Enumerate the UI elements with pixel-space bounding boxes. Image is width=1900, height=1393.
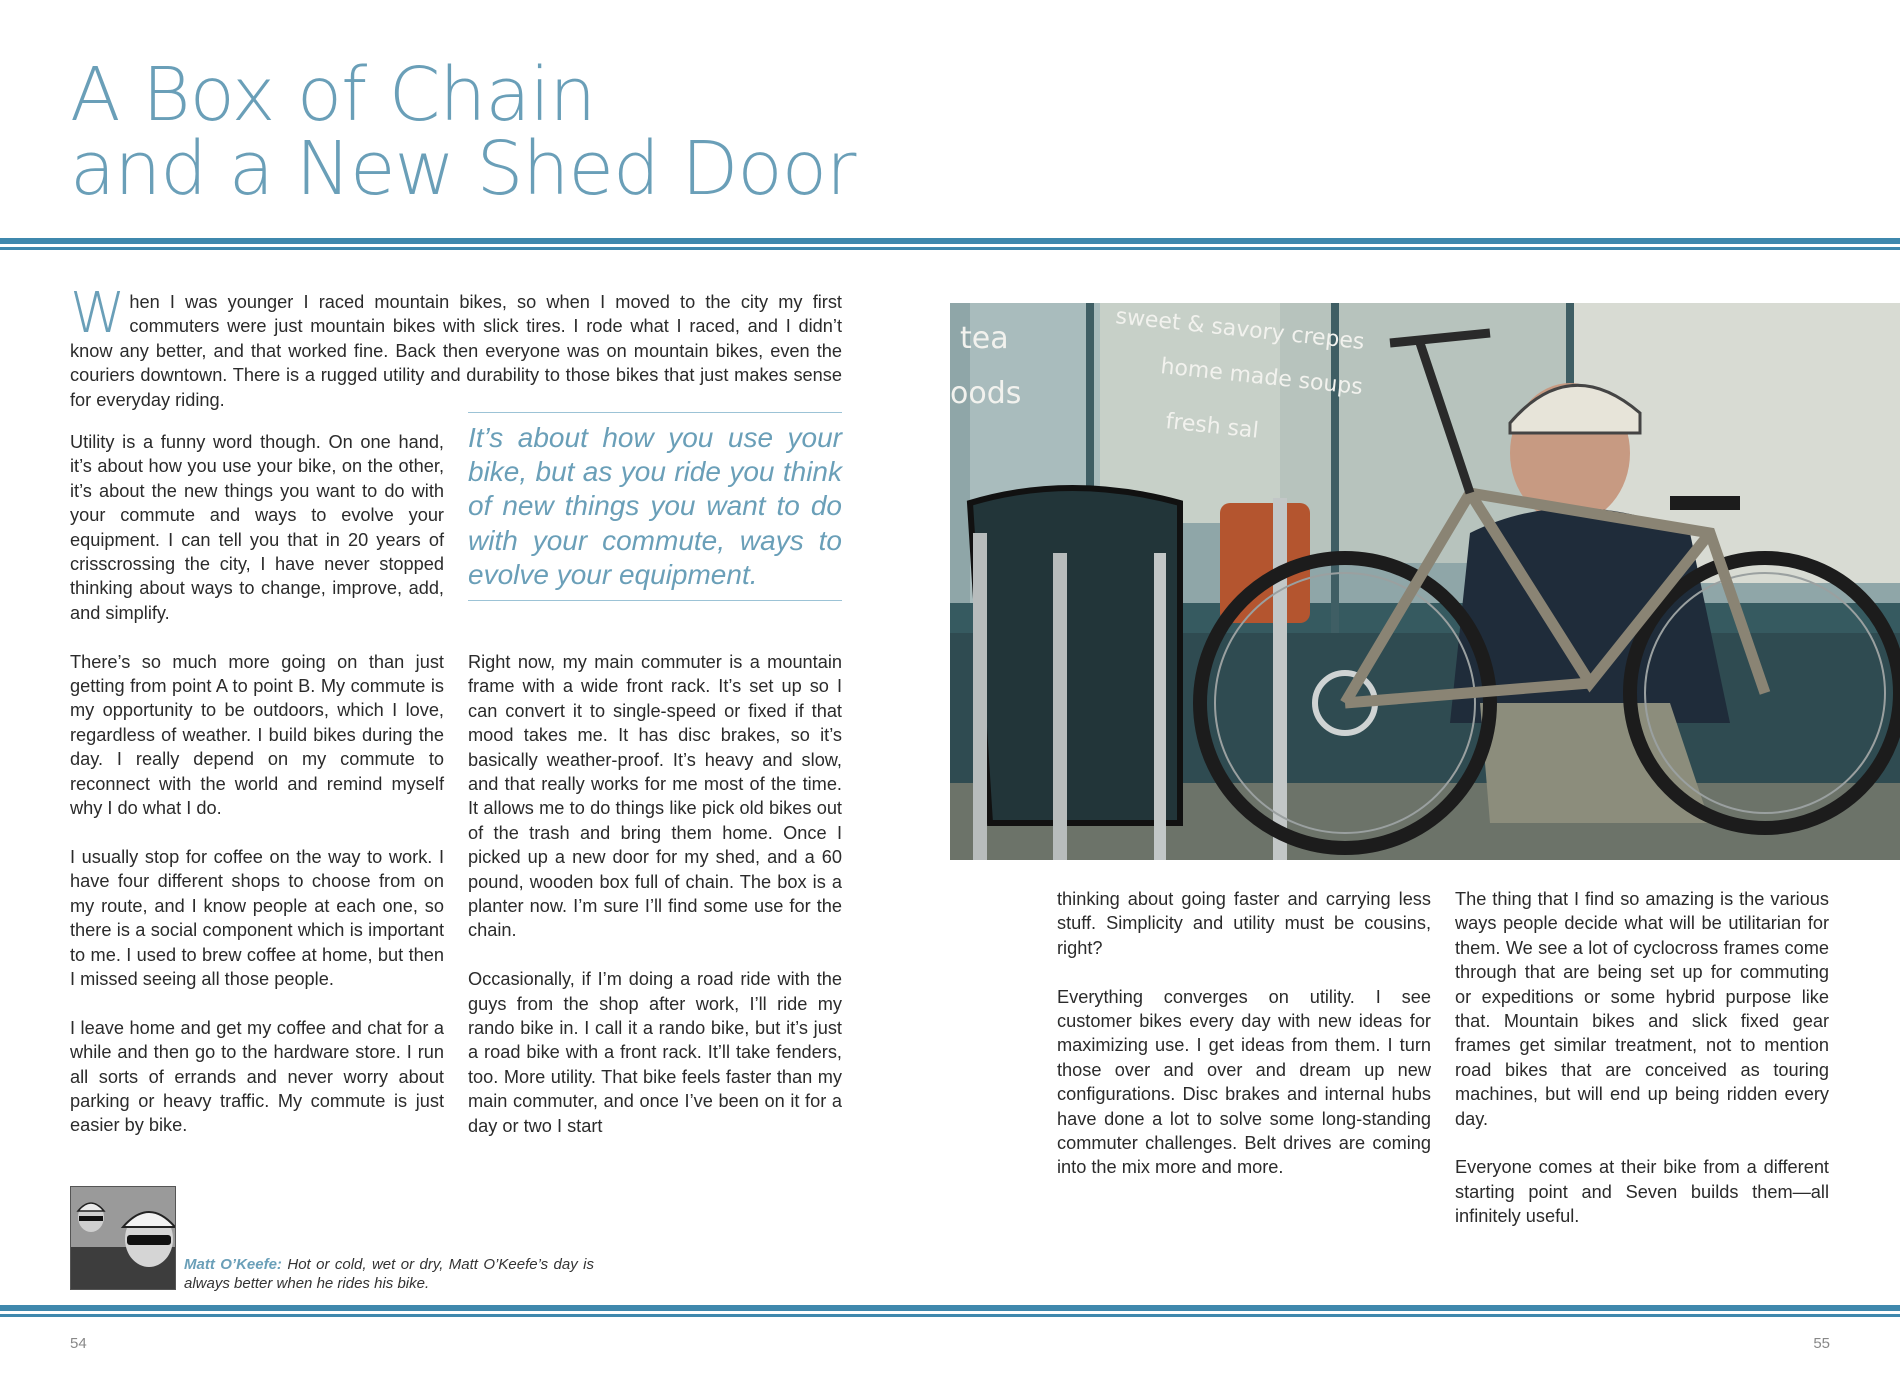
paragraph: thinking about going faster and carrying less stuff. Simplicity and utility must be cousins, right?: [1057, 889, 1431, 958]
paragraph: Occasionally, if I’m doing a road ride with the guys from the shop after work, I’ll ride my rando bike in. I call it a rando bike, but it’s just a road bike with a front rack. It’ll take fenders, too. More utility. That bike feels faster than my main commuter, and once I’ve been on it for a day or two I start: [468, 969, 842, 1136]
sign-tea: tea: [960, 321, 1009, 356]
sign-foods: oods: [950, 376, 1022, 411]
paragraph: The thing that I find so amazing is the various ways people decide what will be utilitarian for them. We see a lot of cyclocross frames come through that are being set up for commuting or expeditions or some hybrid purpose like that. Mountain bikes and slick fixed gear frames get similar treatment, not to mention road bikes that are conceived as touring machines, but will end up being ridden every day.: [1455, 889, 1829, 1129]
sign-soups: home made soups: [1159, 354, 1364, 401]
author-bio: [184, 1255, 594, 1293]
author-photo-illustration: [71, 1187, 175, 1289]
top-rule: [0, 238, 1900, 244]
column-3: [1057, 887, 1431, 1204]
paragraph: Utility is a funny word though. On one hand, it’s about how you use your bike, on the other, it’s about the new things you want to do with your commute and ways to evolve your equipment. I can tell you that in 20 years of crisscrossing the city, I have never stopped thinking about ways to change, improve, add, and simplify.: [70, 432, 444, 623]
paragraph: Everyone comes at their bike from a different starting point and Seven builds them—all infinitely useful.: [1455, 1157, 1829, 1227]
bottom-rule: [0, 1305, 1900, 1311]
sign-crepes: sweet & savory crepes: [1114, 304, 1366, 356]
column-2: [468, 650, 842, 1163]
pull-quote: It’s about how you use your bike, but as you ride you think of new things you want to do with your commute, ways to evolve your equipment.: [468, 412, 842, 601]
paragraph: I usually stop for coffee on the way to work. I have four different shops to choose from on my route, and I know people at each one, so there is a social component which is important to me. I used to brew coffee at home, but then I missed seeing all those people.: [70, 846, 444, 989]
lead-paragraph: [70, 281, 842, 412]
author-bio-text: Hot or cold, wet or dry, Matt O’Keefe’s day is always better when he rides his bike.: [184, 1256, 594, 1292]
author-photo: [70, 1186, 176, 1290]
author-name: Matt O’Keefe:: [184, 1256, 282, 1273]
title-line-1: A Box of Chain: [70, 52, 596, 138]
sign-salads: fresh sal: [1164, 409, 1260, 444]
drop-cap: W: [70, 281, 126, 346]
page-number-right: 55: [1813, 1335, 1830, 1352]
lead-text: hen I was younger I raced mountain bikes, so when I moved to the city my first commuters were just mountain bikes with slick tires. I rode what I raced, and I didn’t know any better, and that worked fine. Back then everyone was on mountain bikes, even the couriers downtown. There is a rugged utility and durability to those bikes that just makes sense for everyday riding.: [70, 292, 842, 410]
bottom-rule-thin: [0, 1314, 1900, 1317]
paragraph: I leave home and get my coffee and chat for a while and then go to the hardware store. I run all sorts of errands and never worry about parking or heavy traffic. My commute is just easier by bike.: [70, 1017, 444, 1136]
title-line-2: and a New Shed Door: [70, 126, 856, 212]
top-rule-thin: [0, 247, 1900, 250]
paragraph: Everything converges on utility. I see customer bikes every day with new ideas for maximizing use. I get ideas from them. I turn those over and over and dream up new configurations. Disc brakes and internal hubs have done a lot to solve some long-standing commuter challenges. Belt drives are coming into the mix more and more.: [1057, 986, 1431, 1178]
page-number-left: 54: [70, 1335, 87, 1352]
cyclist-photo: [950, 303, 1900, 860]
article-title: [70, 52, 856, 212]
cyclist-photo-illustration: [950, 303, 1900, 860]
column-4: [1455, 887, 1829, 1253]
paragraph: Right now, my main commuter is a mountain frame with a wide front rack. It’s set up so I can convert it to single-speed or fixed if that mood takes me. It has disc brakes, so it’s basically weather-proof. It’s heavy and slow, and that really works for me most of the time. It allows me to do things like pick old bikes out of the trash and bring them home. Once I picked up a new door for my shed, and a 60 pound, wooden box full of chain. The box is a planter now. I’m sure I’ll find some use for the chain.: [468, 652, 842, 941]
column-1: [70, 430, 444, 1162]
paragraph: There’s so much more going on than just getting from point A to point B. My commute is my opportunity to be outdoors, which I love, regardless of weather. I build bikes during the day. I really depend on my commute to reconnect with the world and remind myself why I do what I do.: [70, 651, 444, 819]
